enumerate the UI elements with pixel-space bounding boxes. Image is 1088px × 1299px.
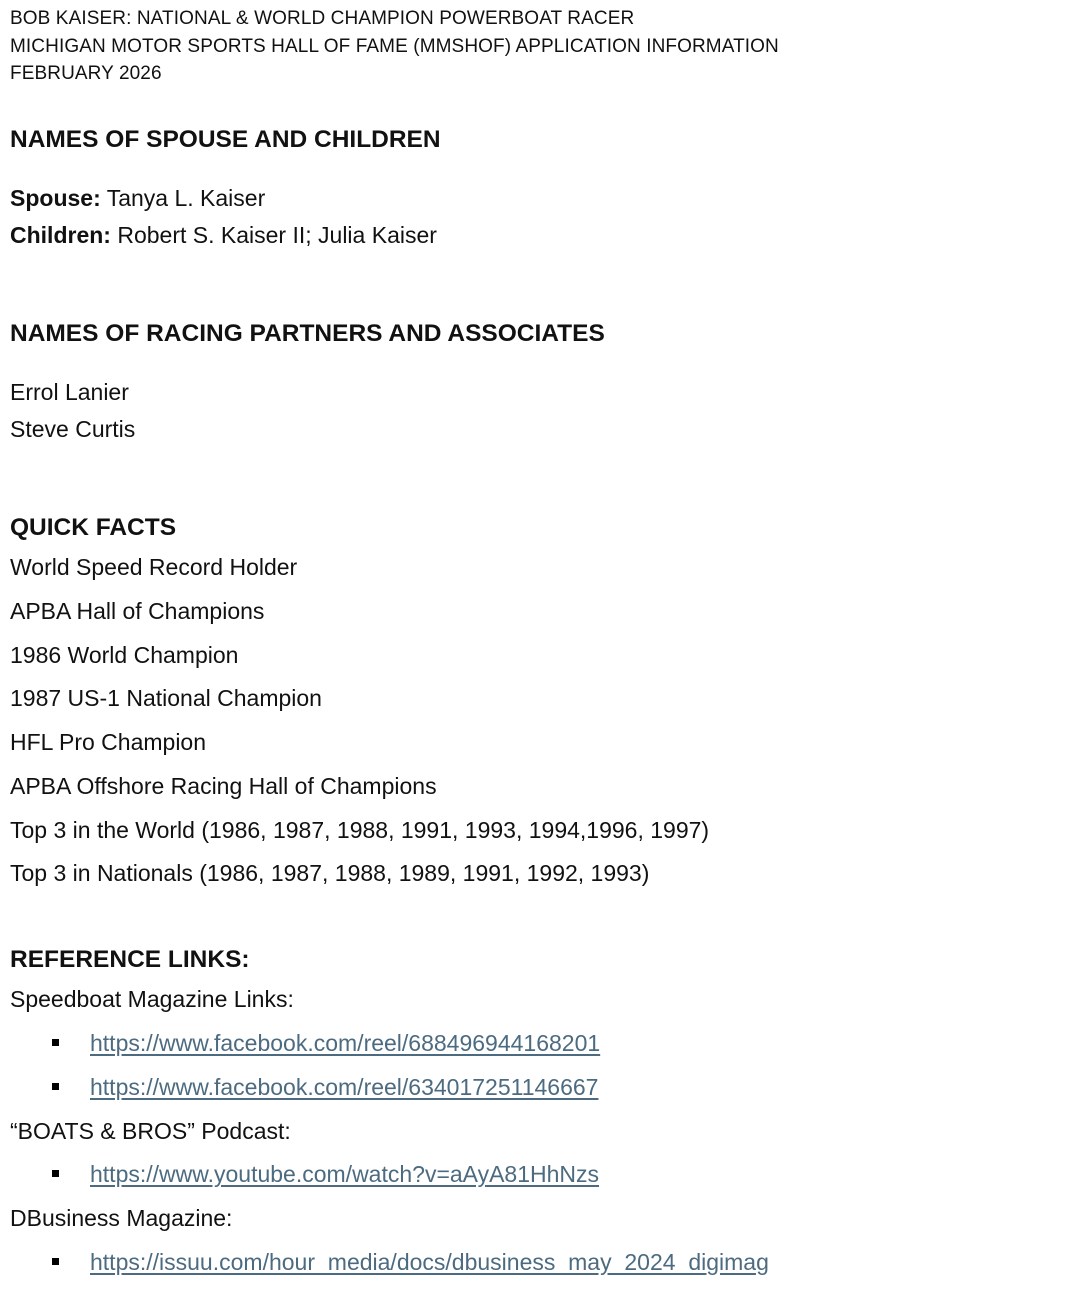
square-bullet-icon [52,1039,59,1046]
section-title-references: REFERENCE LINKS: [10,946,250,973]
quick-fact-item: 1986 World Champion [10,642,239,668]
square-bullet-icon [52,1258,59,1265]
children-label: Children: [10,222,111,248]
partner-name: Errol Lanier [10,379,129,405]
doc-header-date: FEBRUARY 2026 [10,63,162,84]
reference-link[interactable]: https://www.facebook.com/reel/634017251146667 [90,1074,599,1100]
reference-link[interactable]: https://www.facebook.com/reel/688496944168201 [90,1030,601,1056]
square-bullet-icon [52,1083,59,1090]
section-title-partners: NAMES OF RACING PARTNERS AND ASSOCIATES [10,320,605,347]
section-title-family: NAMES OF SPOUSE AND CHILDREN [10,126,441,153]
reference-group-label: “BOATS & BROS” Podcast: [10,1118,291,1144]
children-line [10,219,437,251]
partner-name: Steve Curtis [10,416,136,442]
doc-header-subtitle: MICHIGAN MOTOR SPORTS HALL OF FAME (MMSHOF) APPLICATION INFORMATION [10,36,779,57]
quick-fact-item: World Speed Record Holder [10,554,298,580]
spouse-label: Spouse: [10,185,101,211]
spouse-value: Tanya L. Kaiser [100,185,266,211]
reference-group-label: Speedboat Magazine Links: [10,986,294,1012]
reference-group-label: DBusiness Magazine: [10,1205,233,1231]
quick-fact-item: APBA Hall of Champions [10,598,265,624]
square-bullet-icon [52,1170,59,1177]
reference-link[interactable]: https://www.youtube.com/watch?v=aAyA81HhNzs [90,1161,600,1187]
reference-link[interactable]: https://issuu.com/hour_media/docs/dbusiness_may_2024_digimag [90,1249,769,1275]
quick-fact-item: Top 3 in the World (1986, 1987, 1988, 1991, 1993, 1994,1996, 1997) [10,817,710,843]
children-value: Robert S. Kaiser II; Julia Kaiser [110,222,437,248]
quick-fact-item: APBA Offshore Racing Hall of Champions [10,773,437,799]
quick-fact-item: HFL Pro Champion [10,729,207,755]
spouse-line [10,182,265,214]
quick-fact-item: 1987 US-1 National Champion [10,685,322,711]
section-title-quick-facts: QUICK FACTS [10,514,177,541]
quick-fact-item: Top 3 in Nationals (1986, 1987, 1988, 1989, 1991, 1992, 1993) [10,860,650,886]
doc-header-title: BOB KAISER: NATIONAL & WORLD CHAMPION POWERBOAT RACER [10,8,635,29]
